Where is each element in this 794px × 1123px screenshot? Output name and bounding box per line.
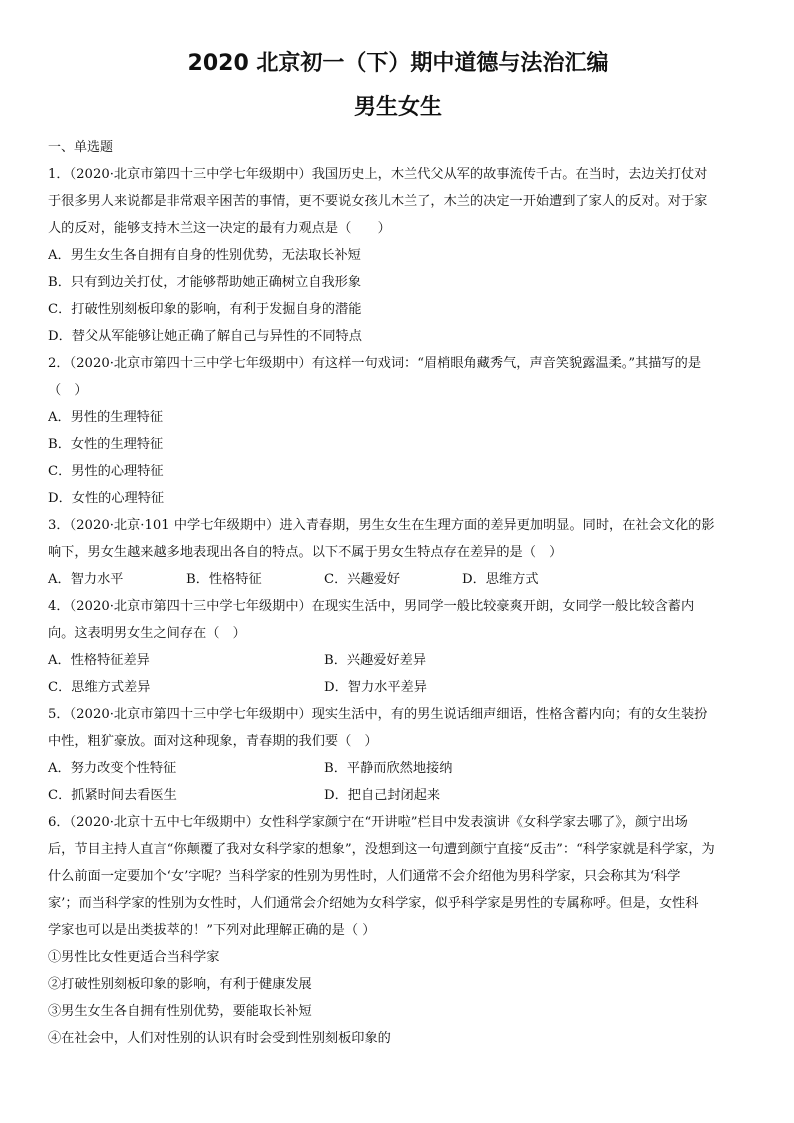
question-text-line: 家’；而当科学家的性别为女性时，人们通常会介绍她为女科学家，似乎科学家是男性的专属称呼。但是，女性科 [48,896,699,911]
option-c: C．抓紧时间去看医生 [48,788,177,803]
option-a: A．性格特征差异 [48,653,150,668]
question-text-line: （ ） [48,383,88,398]
option-c: C．打破性别刻板印象的影响，有利于发掘自身的潜能 [48,302,362,317]
statement-4: ④在社会中，人们对性别的认识有时会受到性别刻板印象的 [48,1031,391,1046]
options-row [48,647,748,674]
option-d: D．替父从军能够让她正确了解自己与异性的不同特点 [48,329,362,344]
option-b: B．女性的生理特征 [48,437,164,452]
question-5 [48,701,748,809]
option-c: C．思维方式差异 [48,680,151,695]
question-1 [48,161,748,350]
document-subtitle: 男生女生 [353,95,442,120]
question-2 [48,350,748,512]
question-text-line: 中性，粗犷豪放。面对这种现象，青春期的我们要（ ） [48,734,378,749]
statement-1: ①男性比女性更适合当科学家 [48,950,220,965]
option-b: B．兴趣爱好差异 [324,653,427,668]
question-text-line: 2．（2020·北京市第四十三中学七年级期中）有这样一句戏词：“眉梢眼角藏秀气，声音笑貌露温柔。”其描写的是 [48,356,702,371]
question-text-line: 于很多男人来说都是非常艰辛困苦的事情，更不要说女孩儿木兰了，木兰的决定一开始遭到了家人的反对。对于家 [48,194,708,209]
question-text-line: 1．（2020·北京市第四十三中学七年级期中）我国历史上，木兰代父从军的故事流传千古。在当时，去边关打仗对 [48,167,708,182]
question-3 [48,512,748,593]
option-a: A．智力水平 [48,572,124,587]
question-6 [48,809,748,1052]
option-b: B．性格特征 [186,572,262,587]
question-text-line: 向。这表明男女生之间存在（ ） [48,626,246,641]
options-row [48,674,748,701]
option-b: B．平静而欣然地接纳 [324,761,453,776]
section-heading: 一、单选题 [48,140,114,155]
option-d: D．思维方式 [462,572,539,587]
question-text-line: 什么前面一定要加个‘女’字呢？当科学家的性别为男性时，人们通常不会介绍他为男科学家，只会称其为‘科学 [48,869,681,884]
question-4 [48,593,748,701]
question-text-line: 4．（2020·北京市第四十三中学七年级期中）在现实生活中，男同学一般比较豪爽开朗，女同学一般比较含蓄内 [48,599,695,614]
document-title: 2020 北京初一（下）期中道德与法治汇编 [187,51,609,76]
question-text-line: 响下，男女生越来越多地表现出各自的特点。以下不属于男女生特点存在差异的是（ ） [48,545,563,560]
question-text-line: 3．（2020·北京·101 中学七年级期中）进入青春期，男生女生在生理方面的差异更加明显。同时，在社会文化的影 [48,518,715,533]
option-a: A．男生女生各自拥有自身的性别优势，无法取长补短 [48,248,361,263]
option-c: C．男性的心理特征 [48,464,164,479]
statement-2: ②打破性别刻板印象的影响，有利于健康发展 [48,977,312,992]
option-a: A．男性的生理特征 [48,410,164,425]
options-row [48,782,748,809]
option-a: A．努力改变个性特征 [48,761,177,776]
option-d: D．女性的心理特征 [48,491,165,506]
question-text-line: 5．（2020·北京市第四十三中学七年级期中）现实生活中，有的男生说话细声细语，性格含蓄内向；有的女生装扮 [48,707,708,722]
question-text-line: 学家也可以是出类拔萃的！”下列对此理解正确的是（ ） [48,923,376,938]
options-row [48,755,748,782]
question-text-line: 后，节目主持人直言“你颠覆了我对女科学家的想象”，没想到这一句遭到颜宁直接“反击”：“科学家就是科学家，为 [48,842,715,857]
option-b: B．只有到边关打仗，才能够帮助她正确树立自我形象 [48,275,362,290]
option-c: C．兴趣爱好 [324,572,401,587]
options-row [48,566,748,593]
option-d: D．把自己封闭起来 [324,788,441,803]
statement-3: ③男生女生各自拥有性别优势，要能取长补短 [48,1004,312,1019]
question-text-line: 人的反对，能够支持木兰这一决定的最有力观点是（ ） [48,221,391,236]
option-d: D．智力水平差异 [324,680,427,695]
question-text-line: 6．（2020·北京十五中七年级期中）女性科学家颜宁在“开讲啦”栏目中发表演讲《女科学家去哪了》，颜宁出场 [48,815,688,830]
